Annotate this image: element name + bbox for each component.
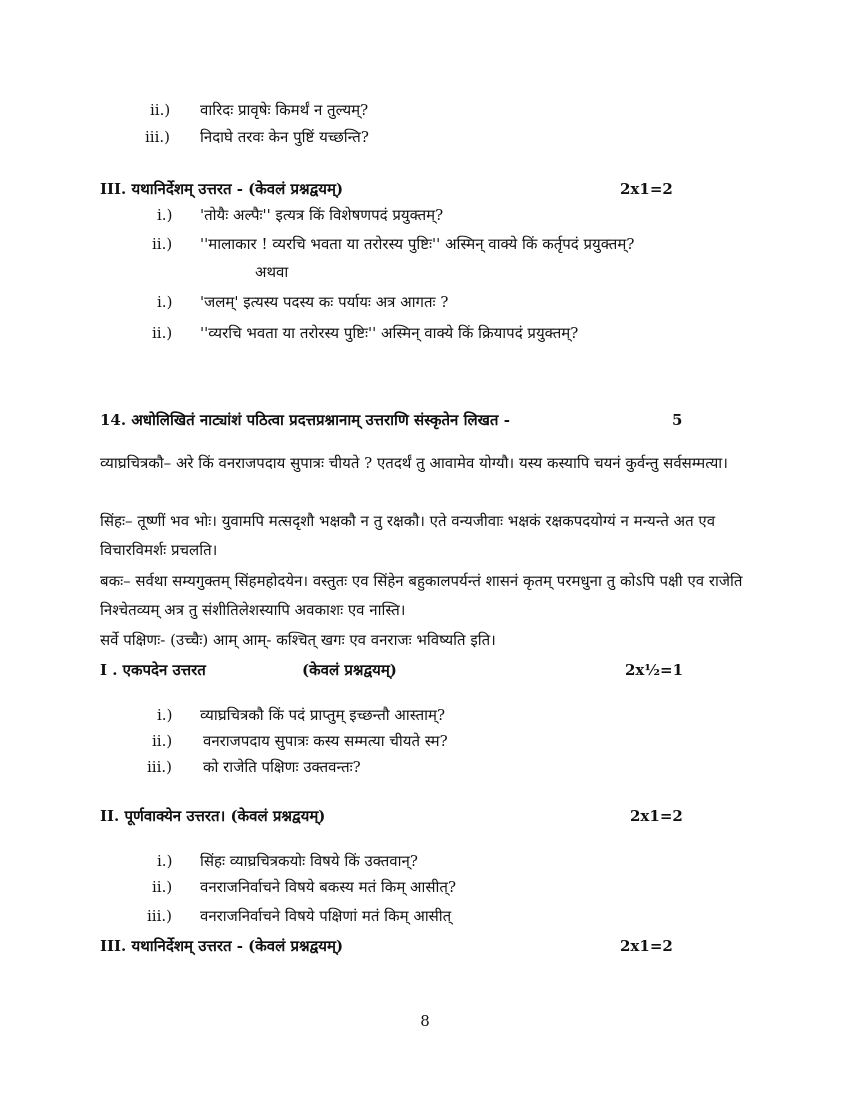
question-number: i.)	[157, 706, 173, 724]
question-number: iii.)	[147, 907, 173, 925]
question-number: iii.)	[145, 128, 171, 146]
passage-paragraph: बकः– सर्वथा सम्यगुक्तम् सिंहमहोदयेन। वस्तुतः एव सिंहेन बहुकालपर्यन्तं शासनं कृतम् परमधुना तु कोऽपि पक्षी एव राजेति निश्चेतव्यम् अत्र तु संशीतिलेशस्यापि अवकाशः एव नास्ति।	[100, 572, 743, 619]
question-text: वनराजनिर्वाचने विषये बकस्य मतं किम् आसीत्?	[200, 878, 456, 896]
question-text: व्याघ्रचित्रकौ किं पदं प्राप्तुम् इच्छन्तौ आस्ताम्?	[200, 706, 446, 724]
question-number: i.)	[157, 206, 173, 224]
section-heading: III. यथानिर्देशम् उत्तरत - (केवलं प्रश्नद्वयम्)	[100, 937, 344, 955]
page-number: 8	[420, 1012, 430, 1030]
question-14-heading: 14. अधोलिखितं नाट्यांशं पठित्वा प्रदत्तप्रश्नानाम् उत्तराणि संस्कृतेन लिखत -	[100, 411, 510, 429]
question-text: 'तोयैः अल्पैः'' इत्यत्र किं विशेषणपदं प्रयुक्तम्?	[200, 206, 444, 224]
question-number: ii.)	[152, 878, 173, 896]
section-heading: II. पूर्णवाक्येन उत्तरत। (केवलं प्रश्नद्वयम्)	[100, 807, 326, 825]
question-text: 'जलम्' इत्यस्य पदस्य कः पर्यायः अत्र आगतः ?	[200, 293, 449, 311]
or-separator: अथवा	[255, 263, 289, 281]
question-text: को राजेति पक्षिणः उक्तवन्तः?	[203, 758, 361, 776]
question-number: i.)	[157, 293, 173, 311]
question-number: i.)	[157, 852, 173, 870]
passage-paragraph: सिंहः– तूष्णीं भव भोः। युवामपि मत्सदृशौ भक्षकौ न तु रक्षकौ। एते वन्यजीवाः भक्षकं रक्षकपदयोग्यं न मन्यन्ते अत एव विचारविमर्शः प्रचलति।	[100, 512, 716, 559]
question-text: सिंहः व्याघ्रचित्रकयोः विषये किं उक्तवान्?	[200, 852, 418, 870]
question-text: वनराजनिर्वाचने विषये पक्षिणां मतं किम् आसीत्	[200, 907, 452, 925]
section-marks: 2x1=2	[620, 180, 673, 198]
question-number: iii.)	[147, 758, 173, 776]
section-marks: 2x1=2	[630, 807, 683, 825]
passage-paragraph: व्याघ्रचित्रकौ– अरे किं वनराजपदाय सुपात्रः चीयते ? एतदर्थं तु आवामेव योग्यौ। यस्य कस्यापि चयनं कुर्वन्तु सर्वसम्मत्या।	[100, 454, 728, 472]
question-text: ''व्यरचि भवता या तरोरस्य पुष्टिः'' अस्मिन् वाक्ये किं क्रियापदं प्रयुक्तम्?	[200, 324, 579, 342]
question-number: ii.)	[152, 235, 173, 253]
section-marks: 2x½=1	[625, 661, 684, 679]
section-marks: 2x1=2	[620, 937, 673, 955]
question-text: ''मालाकार ! व्यरचि भवता या तरोरस्य पुष्टिः'' अस्मिन् वाक्ये किं कर्तृपदं प्रयुक्तम्?	[200, 235, 635, 253]
passage-paragraph: सर्वे पक्षिणः- (उच्चैः) आम् आम्- कश्चित् खगः एव वनराजः भविष्यति इति।	[100, 631, 496, 649]
question-text: निदाघे तरवः केन पुष्टिं यच्छन्ति?	[200, 128, 369, 146]
question-text: वारिदः प्रावृषेः किमर्थं न तुल्यम्?	[200, 101, 369, 119]
section-heading: III. यथानिर्देशम् उत्तरत - (केवलं प्रश्नद्वयम्)	[100, 180, 344, 198]
question-number: ii.)	[152, 324, 173, 342]
section-heading: I . एकपदेन उत्तरत	[100, 661, 206, 679]
section-subheading: (केवलं प्रश्नद्वयम्)	[302, 661, 397, 679]
question-text: वनराजपदाय सुपात्रः कस्य सम्मत्या चीयते स्म?	[203, 732, 448, 750]
question-number: ii.)	[150, 101, 171, 119]
question-14-marks: 5	[672, 411, 683, 429]
question-number: ii.)	[152, 732, 173, 750]
